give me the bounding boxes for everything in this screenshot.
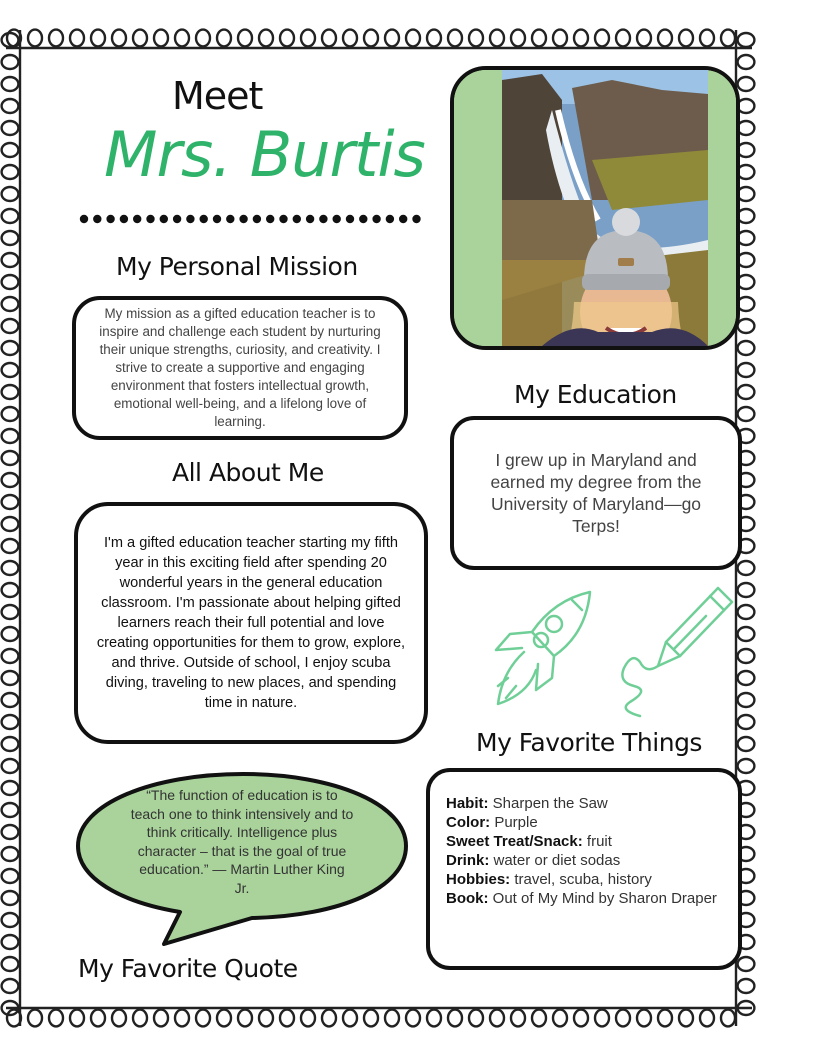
- favorite-item-hobbies: Hobbies: travel, scuba, history: [446, 871, 652, 888]
- favorite-item-color: Color: Purple: [446, 814, 538, 831]
- divider-dot: [253, 215, 261, 223]
- divider-dot: [186, 215, 194, 223]
- mission-heading: My Personal Mission: [116, 252, 358, 281]
- photo-frame: [450, 66, 740, 350]
- border-loops: [7, 1010, 735, 1027]
- rocket-icon: [488, 586, 600, 716]
- divider-dot: [226, 215, 234, 223]
- divider-dot: [306, 215, 314, 223]
- divider-dot: [146, 215, 154, 223]
- quote-text: “The function of education is to teach one to think intensively and to think critically. Intelligence plus character – that is the goal of true education.” — Martin Luther King Jr.: [130, 787, 354, 896]
- dotted-divider: [78, 212, 424, 226]
- divider-dot: [133, 215, 141, 223]
- favorites-heading: My Favorite Things: [476, 728, 702, 757]
- divider-dot: [160, 215, 168, 223]
- divider-dot: [266, 215, 274, 223]
- divider-dot: [106, 215, 114, 223]
- pencil-icon: [610, 582, 740, 722]
- about-text: I'm a gifted education teacher starting my fifth year in this exciting field after spending 20 wonderful years in the general education classroom. I'm passionate about helping gifted learners reach their full potential and love creating opportunities for them to grow, explore, and thrive. Outside of school, I enjoy scuba diving, traveling to new places, and spending time in nature.: [96, 535, 406, 711]
- divider-dot: [213, 215, 221, 223]
- mission-box: [72, 296, 408, 440]
- divider-dot: [293, 215, 301, 223]
- education-box: [450, 416, 742, 570]
- divider-dot: [239, 215, 247, 223]
- about-heading: All About Me: [172, 458, 324, 487]
- favorite-item-snack: Sweet Treat/Snack: fruit: [446, 833, 612, 850]
- border-loops: [7, 30, 735, 47]
- teacher-photo: [454, 70, 736, 346]
- divider-dot: [386, 215, 394, 223]
- favorite-item-drink: Drink: water or diet sodas: [446, 852, 621, 869]
- teacher-name: Mrs. Burtis: [104, 118, 425, 191]
- mission-text: My mission as a gifted education teacher is to inspire and challenge each student by nurturing their unique strengths, curiosity, and creativity. I strive to create a supportive and engaging environment that fosters intellectual growth, emotional well-being, and a lifelong love of learning.: [99, 306, 381, 429]
- divider-dot: [346, 215, 354, 223]
- divider-dot: [319, 215, 327, 223]
- divider-dot: [120, 215, 128, 223]
- divider-dot: [333, 215, 341, 223]
- divider-dot: [93, 215, 101, 223]
- divider-dot: [399, 215, 407, 223]
- education-text: I grew up in Maryland and earned my degree from the University of Maryland—go Terps!: [490, 450, 702, 536]
- title-meet: Meet: [172, 74, 263, 118]
- divider-dot: [359, 215, 367, 223]
- about-box: [74, 502, 428, 744]
- border-loops: [2, 33, 19, 1015]
- divider-dot: [80, 215, 88, 223]
- favorites-list: [446, 794, 726, 908]
- divider-dot: [173, 215, 181, 223]
- quote-heading: My Favorite Quote: [78, 954, 298, 983]
- education-heading: My Education: [514, 380, 677, 409]
- divider-dot: [372, 215, 380, 223]
- favorite-item-habit: Habit: Sharpen the Saw: [446, 795, 608, 812]
- divider-dot: [279, 215, 287, 223]
- favorite-item-book: Book: Out of My Mind by Sharon Draper: [446, 890, 717, 907]
- divider-dot: [200, 215, 208, 223]
- divider-dot: [412, 215, 420, 223]
